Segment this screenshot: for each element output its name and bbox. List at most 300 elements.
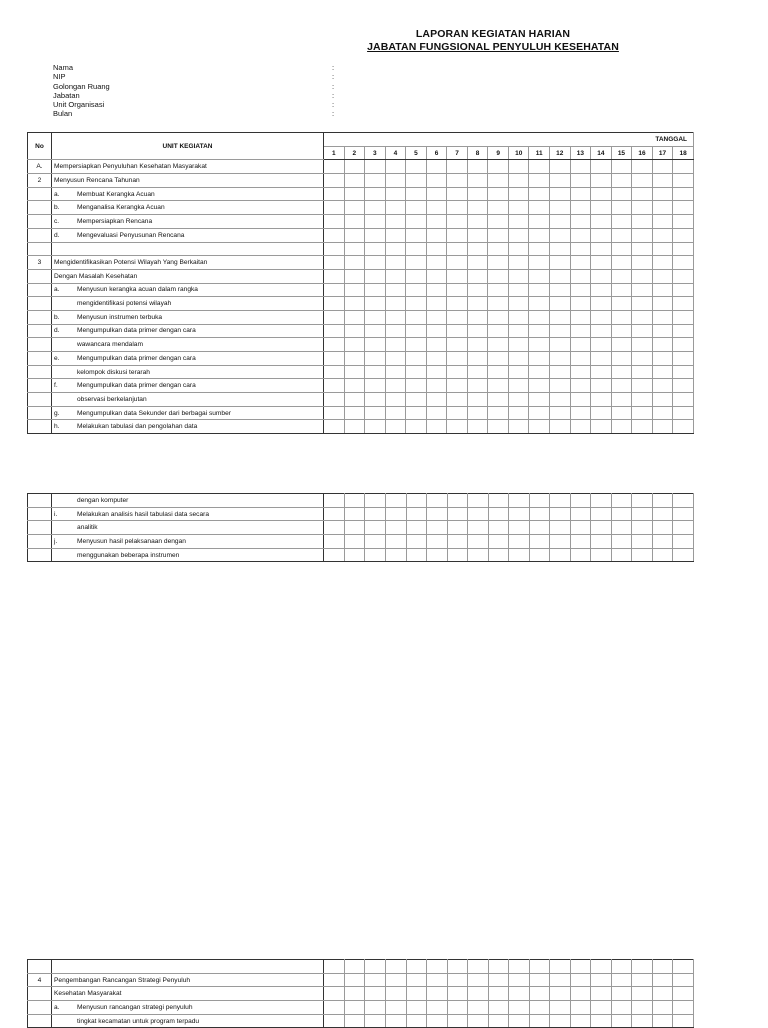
date-cell[interactable] xyxy=(632,1014,653,1028)
date-cell[interactable] xyxy=(570,494,591,508)
date-cell[interactable] xyxy=(365,393,386,407)
date-cell[interactable] xyxy=(611,420,632,434)
date-cell[interactable] xyxy=(344,973,365,987)
date-cell[interactable] xyxy=(570,338,591,352)
date-cell[interactable] xyxy=(344,242,365,256)
date-cell[interactable] xyxy=(365,548,386,562)
date-cell[interactable] xyxy=(591,1001,612,1015)
date-cell[interactable] xyxy=(591,1014,612,1028)
date-cell[interactable] xyxy=(550,420,571,434)
date-cell[interactable] xyxy=(673,521,694,535)
date-cell[interactable] xyxy=(467,297,488,311)
date-cell[interactable] xyxy=(529,297,550,311)
date-cell[interactable] xyxy=(591,393,612,407)
date-cell[interactable] xyxy=(632,297,653,311)
date-cell[interactable] xyxy=(632,973,653,987)
date-cell[interactable] xyxy=(673,494,694,508)
date-cell[interactable] xyxy=(652,215,673,229)
date-cell[interactable] xyxy=(488,973,509,987)
date-cell[interactable] xyxy=(591,973,612,987)
date-cell[interactable] xyxy=(673,1001,694,1015)
date-cell[interactable] xyxy=(591,242,612,256)
date-cell[interactable] xyxy=(344,228,365,242)
date-cell[interactable] xyxy=(344,365,365,379)
date-cell[interactable] xyxy=(652,535,673,549)
date-cell[interactable] xyxy=(467,310,488,324)
date-cell[interactable] xyxy=(324,215,345,229)
date-cell[interactable] xyxy=(426,228,447,242)
date-cell[interactable] xyxy=(611,535,632,549)
date-cell[interactable] xyxy=(467,338,488,352)
date-cell[interactable] xyxy=(365,1014,386,1028)
date-cell[interactable] xyxy=(324,535,345,549)
date-cell[interactable] xyxy=(365,494,386,508)
date-cell[interactable] xyxy=(529,379,550,393)
date-cell[interactable] xyxy=(344,352,365,366)
date-cell[interactable] xyxy=(365,507,386,521)
date-cell[interactable] xyxy=(509,521,530,535)
date-cell[interactable] xyxy=(427,1001,448,1015)
date-cell[interactable] xyxy=(508,324,529,338)
date-cell[interactable] xyxy=(529,521,550,535)
date-cell[interactable] xyxy=(570,283,591,297)
date-cell[interactable] xyxy=(529,352,550,366)
date-cell[interactable] xyxy=(509,987,530,1001)
date-cell[interactable] xyxy=(385,960,406,974)
date-cell[interactable] xyxy=(488,324,509,338)
date-cell[interactable] xyxy=(652,160,673,174)
date-cell[interactable] xyxy=(508,256,529,270)
date-cell[interactable] xyxy=(508,187,529,201)
date-cell[interactable] xyxy=(550,283,571,297)
date-cell[interactable] xyxy=(426,352,447,366)
date-cell[interactable] xyxy=(591,365,612,379)
date-cell[interactable] xyxy=(344,494,365,508)
date-cell[interactable] xyxy=(468,548,489,562)
date-cell[interactable] xyxy=(550,379,571,393)
date-cell[interactable] xyxy=(591,420,612,434)
date-cell[interactable] xyxy=(365,352,386,366)
date-cell[interactable] xyxy=(426,324,447,338)
date-cell[interactable] xyxy=(508,420,529,434)
date-cell[interactable] xyxy=(570,160,591,174)
date-cell[interactable] xyxy=(467,215,488,229)
date-cell[interactable] xyxy=(426,174,447,188)
date-cell[interactable] xyxy=(447,256,468,270)
date-cell[interactable] xyxy=(426,406,447,420)
date-cell[interactable] xyxy=(591,494,612,508)
date-cell[interactable] xyxy=(632,269,653,283)
date-cell[interactable] xyxy=(447,269,468,283)
date-cell[interactable] xyxy=(324,324,345,338)
date-cell[interactable] xyxy=(447,960,468,974)
date-cell[interactable] xyxy=(385,269,406,283)
date-cell[interactable] xyxy=(591,338,612,352)
date-cell[interactable] xyxy=(427,1014,448,1028)
date-cell[interactable] xyxy=(673,242,694,256)
date-cell[interactable] xyxy=(632,338,653,352)
date-cell[interactable] xyxy=(467,269,488,283)
date-cell[interactable] xyxy=(591,507,612,521)
date-cell[interactable] xyxy=(426,201,447,215)
date-cell[interactable] xyxy=(488,535,509,549)
date-cell[interactable] xyxy=(385,987,406,1001)
date-cell[interactable] xyxy=(652,1001,673,1015)
date-cell[interactable] xyxy=(591,174,612,188)
date-cell[interactable] xyxy=(550,521,571,535)
date-cell[interactable] xyxy=(611,379,632,393)
date-cell[interactable] xyxy=(529,283,550,297)
date-cell[interactable] xyxy=(344,187,365,201)
date-cell[interactable] xyxy=(467,283,488,297)
date-cell[interactable] xyxy=(632,521,653,535)
date-cell[interactable] xyxy=(611,338,632,352)
date-cell[interactable] xyxy=(550,548,571,562)
date-cell[interactable] xyxy=(550,507,571,521)
date-cell[interactable] xyxy=(488,215,509,229)
date-cell[interactable] xyxy=(324,283,345,297)
date-cell[interactable] xyxy=(508,297,529,311)
date-cell[interactable] xyxy=(365,420,386,434)
date-cell[interactable] xyxy=(632,228,653,242)
date-cell[interactable] xyxy=(611,174,632,188)
date-cell[interactable] xyxy=(344,507,365,521)
date-cell[interactable] xyxy=(447,297,468,311)
date-cell[interactable] xyxy=(324,1001,345,1015)
date-cell[interactable] xyxy=(344,215,365,229)
date-cell[interactable] xyxy=(324,507,345,521)
date-cell[interactable] xyxy=(344,406,365,420)
date-cell[interactable] xyxy=(632,256,653,270)
date-cell[interactable] xyxy=(488,379,509,393)
date-cell[interactable] xyxy=(591,187,612,201)
date-cell[interactable] xyxy=(529,535,550,549)
date-cell[interactable] xyxy=(611,310,632,324)
date-cell[interactable] xyxy=(673,548,694,562)
date-cell[interactable] xyxy=(591,215,612,229)
date-cell[interactable] xyxy=(365,521,386,535)
date-cell[interactable] xyxy=(591,256,612,270)
date-cell[interactable] xyxy=(365,242,386,256)
date-cell[interactable] xyxy=(611,1001,632,1015)
date-cell[interactable] xyxy=(447,535,468,549)
date-cell[interactable] xyxy=(508,160,529,174)
date-cell[interactable] xyxy=(406,406,427,420)
date-cell[interactable] xyxy=(570,242,591,256)
date-cell[interactable] xyxy=(467,379,488,393)
date-cell[interactable] xyxy=(406,1001,427,1015)
date-cell[interactable] xyxy=(365,187,386,201)
date-cell[interactable] xyxy=(385,406,406,420)
date-cell[interactable] xyxy=(591,521,612,535)
date-cell[interactable] xyxy=(488,1014,509,1028)
date-cell[interactable] xyxy=(385,256,406,270)
date-cell[interactable] xyxy=(570,215,591,229)
date-cell[interactable] xyxy=(673,283,694,297)
date-cell[interactable] xyxy=(385,507,406,521)
date-cell[interactable] xyxy=(652,283,673,297)
date-cell[interactable] xyxy=(611,297,632,311)
date-cell[interactable] xyxy=(324,393,345,407)
date-cell[interactable] xyxy=(344,269,365,283)
date-cell[interactable] xyxy=(632,352,653,366)
date-cell[interactable] xyxy=(406,365,427,379)
date-cell[interactable] xyxy=(488,256,509,270)
date-cell[interactable] xyxy=(324,174,345,188)
date-cell[interactable] xyxy=(488,352,509,366)
date-cell[interactable] xyxy=(632,283,653,297)
date-cell[interactable] xyxy=(324,406,345,420)
date-cell[interactable] xyxy=(406,160,427,174)
date-cell[interactable] xyxy=(385,174,406,188)
date-cell[interactable] xyxy=(611,269,632,283)
date-cell[interactable] xyxy=(344,960,365,974)
date-cell[interactable] xyxy=(673,338,694,352)
date-cell[interactable] xyxy=(467,420,488,434)
date-cell[interactable] xyxy=(529,201,550,215)
date-cell[interactable] xyxy=(426,215,447,229)
date-cell[interactable] xyxy=(406,338,427,352)
date-cell[interactable] xyxy=(550,1014,571,1028)
date-cell[interactable] xyxy=(488,297,509,311)
date-cell[interactable] xyxy=(591,228,612,242)
date-cell[interactable] xyxy=(508,352,529,366)
date-cell[interactable] xyxy=(529,548,550,562)
date-cell[interactable] xyxy=(324,987,345,1001)
date-cell[interactable] xyxy=(426,338,447,352)
date-cell[interactable] xyxy=(467,187,488,201)
date-cell[interactable] xyxy=(365,160,386,174)
date-cell[interactable] xyxy=(529,1014,550,1028)
date-cell[interactable] xyxy=(550,310,571,324)
date-cell[interactable] xyxy=(570,548,591,562)
date-cell[interactable] xyxy=(406,535,427,549)
date-cell[interactable] xyxy=(673,187,694,201)
date-cell[interactable] xyxy=(632,406,653,420)
date-cell[interactable] xyxy=(550,160,571,174)
date-cell[interactable] xyxy=(447,521,468,535)
date-cell[interactable] xyxy=(324,1014,345,1028)
date-cell[interactable] xyxy=(365,215,386,229)
date-cell[interactable] xyxy=(652,973,673,987)
date-cell[interactable] xyxy=(550,973,571,987)
date-cell[interactable] xyxy=(570,420,591,434)
date-cell[interactable] xyxy=(324,960,345,974)
date-cell[interactable] xyxy=(673,352,694,366)
date-cell[interactable] xyxy=(673,160,694,174)
date-cell[interactable] xyxy=(550,201,571,215)
date-cell[interactable] xyxy=(427,960,448,974)
date-cell[interactable] xyxy=(550,297,571,311)
date-cell[interactable] xyxy=(529,310,550,324)
date-cell[interactable] xyxy=(406,201,427,215)
date-cell[interactable] xyxy=(570,187,591,201)
date-cell[interactable] xyxy=(488,420,509,434)
date-cell[interactable] xyxy=(529,187,550,201)
date-cell[interactable] xyxy=(508,393,529,407)
date-cell[interactable] xyxy=(468,960,489,974)
date-cell[interactable] xyxy=(467,324,488,338)
date-cell[interactable] xyxy=(673,1014,694,1028)
date-cell[interactable] xyxy=(570,201,591,215)
date-cell[interactable] xyxy=(324,187,345,201)
date-cell[interactable] xyxy=(406,548,427,562)
date-cell[interactable] xyxy=(406,393,427,407)
date-cell[interactable] xyxy=(652,507,673,521)
date-cell[interactable] xyxy=(570,973,591,987)
date-cell[interactable] xyxy=(426,310,447,324)
date-cell[interactable] xyxy=(426,297,447,311)
date-cell[interactable] xyxy=(365,310,386,324)
date-cell[interactable] xyxy=(673,215,694,229)
date-cell[interactable] xyxy=(488,201,509,215)
date-cell[interactable] xyxy=(550,269,571,283)
date-cell[interactable] xyxy=(611,973,632,987)
date-cell[interactable] xyxy=(632,987,653,1001)
date-cell[interactable] xyxy=(365,201,386,215)
date-cell[interactable] xyxy=(508,310,529,324)
date-cell[interactable] xyxy=(550,228,571,242)
date-cell[interactable] xyxy=(632,1001,653,1015)
date-cell[interactable] xyxy=(509,494,530,508)
date-cell[interactable] xyxy=(529,269,550,283)
date-cell[interactable] xyxy=(508,379,529,393)
date-cell[interactable] xyxy=(673,393,694,407)
date-cell[interactable] xyxy=(468,1014,489,1028)
date-cell[interactable] xyxy=(467,242,488,256)
date-cell[interactable] xyxy=(365,338,386,352)
date-cell[interactable] xyxy=(611,228,632,242)
date-cell[interactable] xyxy=(632,324,653,338)
date-cell[interactable] xyxy=(673,507,694,521)
date-cell[interactable] xyxy=(591,324,612,338)
date-cell[interactable] xyxy=(591,201,612,215)
date-cell[interactable] xyxy=(426,379,447,393)
date-cell[interactable] xyxy=(447,242,468,256)
date-cell[interactable] xyxy=(529,160,550,174)
date-cell[interactable] xyxy=(591,310,612,324)
date-cell[interactable] xyxy=(673,379,694,393)
date-cell[interactable] xyxy=(447,187,468,201)
date-cell[interactable] xyxy=(570,1001,591,1015)
date-cell[interactable] xyxy=(673,269,694,283)
date-cell[interactable] xyxy=(673,987,694,1001)
date-cell[interactable] xyxy=(488,187,509,201)
date-cell[interactable] xyxy=(652,960,673,974)
date-cell[interactable] xyxy=(550,352,571,366)
date-cell[interactable] xyxy=(611,494,632,508)
date-cell[interactable] xyxy=(324,297,345,311)
date-cell[interactable] xyxy=(632,507,653,521)
date-cell[interactable] xyxy=(611,324,632,338)
date-cell[interactable] xyxy=(570,535,591,549)
date-cell[interactable] xyxy=(611,548,632,562)
date-cell[interactable] xyxy=(406,174,427,188)
date-cell[interactable] xyxy=(632,535,653,549)
date-cell[interactable] xyxy=(550,494,571,508)
date-cell[interactable] xyxy=(673,297,694,311)
date-cell[interactable] xyxy=(529,406,550,420)
date-cell[interactable] xyxy=(632,160,653,174)
date-cell[interactable] xyxy=(508,269,529,283)
date-cell[interactable] xyxy=(468,973,489,987)
date-cell[interactable] xyxy=(673,406,694,420)
date-cell[interactable] xyxy=(365,283,386,297)
date-cell[interactable] xyxy=(570,393,591,407)
date-cell[interactable] xyxy=(385,215,406,229)
date-cell[interactable] xyxy=(344,160,365,174)
date-cell[interactable] xyxy=(632,548,653,562)
date-cell[interactable] xyxy=(488,1001,509,1015)
date-cell[interactable] xyxy=(467,406,488,420)
date-cell[interactable] xyxy=(529,174,550,188)
date-cell[interactable] xyxy=(467,160,488,174)
date-cell[interactable] xyxy=(570,228,591,242)
date-cell[interactable] xyxy=(611,201,632,215)
date-cell[interactable] xyxy=(447,494,468,508)
date-cell[interactable] xyxy=(529,494,550,508)
date-cell[interactable] xyxy=(447,987,468,1001)
date-cell[interactable] xyxy=(385,201,406,215)
date-cell[interactable] xyxy=(324,310,345,324)
date-cell[interactable] xyxy=(550,215,571,229)
date-cell[interactable] xyxy=(385,379,406,393)
date-cell[interactable] xyxy=(365,228,386,242)
date-cell[interactable] xyxy=(632,379,653,393)
date-cell[interactable] xyxy=(468,987,489,1001)
date-cell[interactable] xyxy=(406,215,427,229)
date-cell[interactable] xyxy=(591,406,612,420)
date-cell[interactable] xyxy=(385,1014,406,1028)
date-cell[interactable] xyxy=(508,215,529,229)
date-cell[interactable] xyxy=(324,365,345,379)
date-cell[interactable] xyxy=(529,973,550,987)
date-cell[interactable] xyxy=(406,310,427,324)
date-cell[interactable] xyxy=(591,297,612,311)
date-cell[interactable] xyxy=(591,535,612,549)
date-cell[interactable] xyxy=(344,297,365,311)
date-cell[interactable] xyxy=(570,507,591,521)
date-cell[interactable] xyxy=(344,393,365,407)
date-cell[interactable] xyxy=(508,365,529,379)
date-cell[interactable] xyxy=(550,256,571,270)
date-cell[interactable] xyxy=(673,973,694,987)
date-cell[interactable] xyxy=(652,297,673,311)
date-cell[interactable] xyxy=(509,1001,530,1015)
date-cell[interactable] xyxy=(652,420,673,434)
date-cell[interactable] xyxy=(632,215,653,229)
date-cell[interactable] xyxy=(529,420,550,434)
date-cell[interactable] xyxy=(427,521,448,535)
date-cell[interactable] xyxy=(632,242,653,256)
date-cell[interactable] xyxy=(570,1014,591,1028)
date-cell[interactable] xyxy=(468,494,489,508)
date-cell[interactable] xyxy=(406,242,427,256)
date-cell[interactable] xyxy=(426,269,447,283)
date-cell[interactable] xyxy=(447,973,468,987)
date-cell[interactable] xyxy=(570,379,591,393)
date-cell[interactable] xyxy=(611,960,632,974)
date-cell[interactable] xyxy=(406,297,427,311)
date-cell[interactable] xyxy=(406,256,427,270)
date-cell[interactable] xyxy=(632,187,653,201)
date-cell[interactable] xyxy=(324,338,345,352)
date-cell[interactable] xyxy=(426,242,447,256)
date-cell[interactable] xyxy=(344,521,365,535)
date-cell[interactable] xyxy=(550,187,571,201)
date-cell[interactable] xyxy=(591,352,612,366)
date-cell[interactable] xyxy=(529,960,550,974)
